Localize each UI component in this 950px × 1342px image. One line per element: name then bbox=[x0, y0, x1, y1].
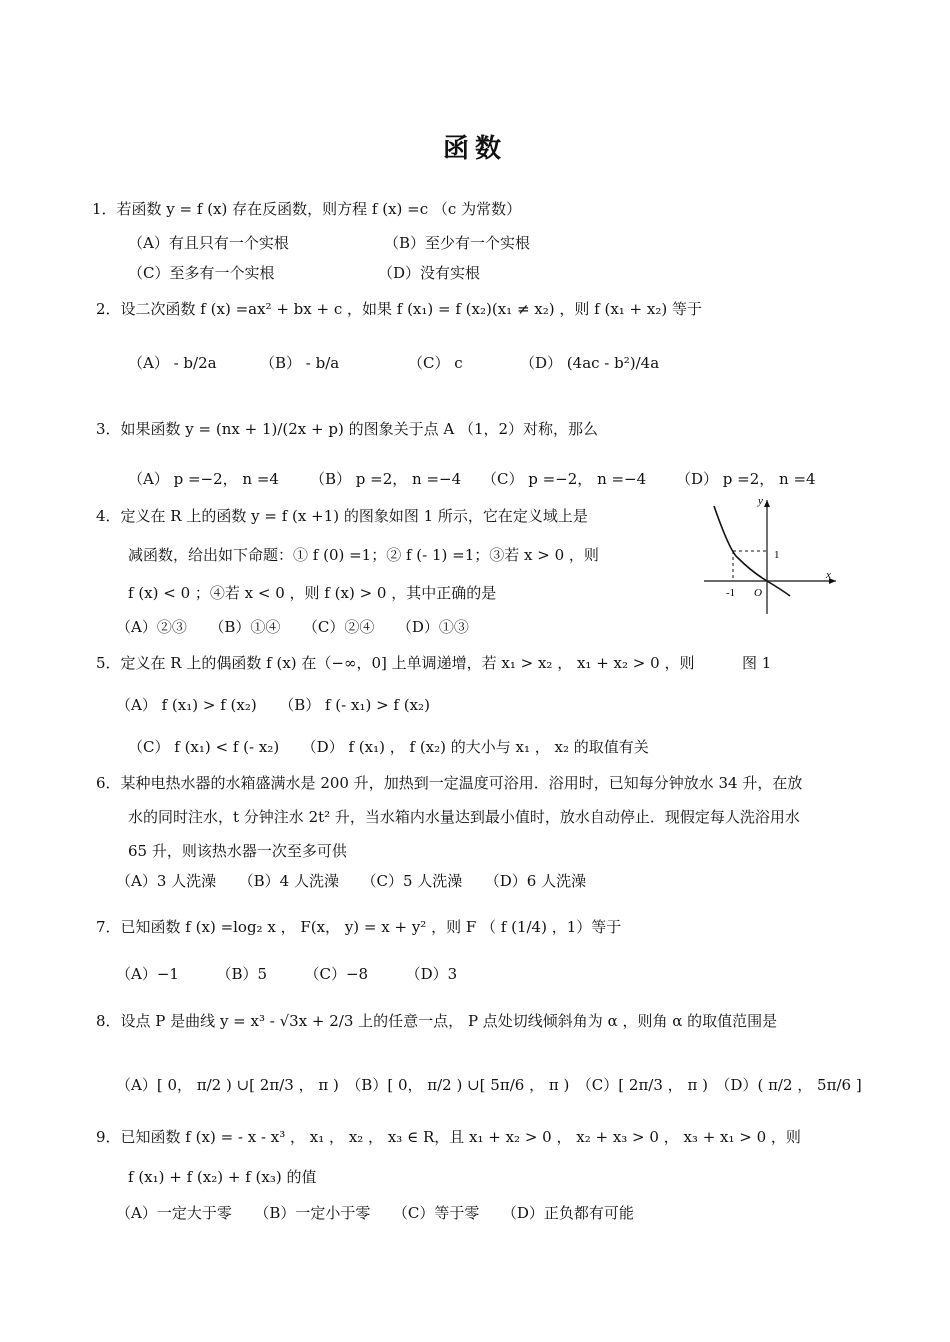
q8-options: （A）[ 0， π/2 ) ∪[ 2π/3 ， π ) （B）[ 0， π/2 ) ∪[ 5π/6 ， π ) （C）[ 2π/3 ， π ) （D）( π/2 ， 5π/6 ] bbox=[116, 1076, 862, 1094]
q2-stem: 2．设二次函数 f (x) =ax² + bx + c ，如果 f (x₁) = f (x₂)(x₁ ≠ x₂) ，则 f (x₁ + x₂) 等于 bbox=[96, 300, 702, 318]
figure-1-graph bbox=[700, 492, 840, 616]
page-title: 函数 bbox=[442, 134, 507, 164]
q5-options-ab: （A） f (x₁) > f (x₂) （B） f (- x₁) > f (x₂) bbox=[116, 696, 430, 714]
q7-options: （A）−1 （B）5 （C）−8 （D）3 bbox=[116, 965, 458, 983]
q1-option-d: （D）没有实根 bbox=[378, 264, 481, 282]
q3-option-a: （A） p =−2， n =4 bbox=[128, 470, 279, 488]
figure-y-label: y bbox=[758, 495, 763, 507]
q6-options: （A）3 人洗澡 （B）4 人洗澡 （C）5 人洗澡 （D）6 人洗澡 bbox=[116, 872, 587, 890]
q4-stem: 4．定义在 R 上的函数 y = f (x +1) 的图象如图 1 所示，它在定义域上是 bbox=[96, 507, 588, 525]
figure-origin-label: O bbox=[754, 587, 762, 599]
q6-stem-2: 水的同时注水，t 分钟注水 2t² 升，当水箱内水量达到最小值时，放水自动停止．现假定每人洗浴用水 bbox=[128, 808, 800, 826]
q5-stem: 5．定义在 R 上的偶函数 f (x) 在（−∞，0] 上单调递增，若 x₁ > x₂ ， x₁ + x₂ > 0 ，则 bbox=[96, 654, 695, 672]
q9-stem: 9．已知函数 f (x) = - x - x³ ， x₁ ， x₂ ， x₃ ∈ R，且 x₁ + x₂ > 0 ， x₂ + x₃ > 0 ， x₃ + x₁ > 0 ，则 bbox=[96, 1128, 801, 1146]
q2-option-a: （A） - b/2a bbox=[128, 354, 217, 372]
q3-option-b: （B） p =2， n =−4 bbox=[310, 470, 462, 488]
q2-option-c: （C） c bbox=[408, 354, 463, 372]
q1-option-a: （A）有且只有一个实根 bbox=[128, 234, 289, 252]
q9-stem-2: f (x₁) + f (x₂) + f (x₃) 的值 bbox=[128, 1168, 317, 1186]
q1-option-b: （B）至少有一个实根 bbox=[384, 234, 531, 252]
q3-stem: 3．如果函数 y = (nx + 1)/(2x + p) 的图象关于点 A （1，2）对称，那么 bbox=[96, 420, 599, 438]
q1-stem: 1．若函数 y = f (x) 存在反函数，则方程 f (x) =c （c 为常数） bbox=[92, 200, 522, 218]
q3-option-c: （C） p =−2， n =−4 bbox=[482, 470, 647, 488]
q4-options: （A）②③ （B）①④ （C）②④ （D）①③ bbox=[116, 618, 469, 636]
q2-option-d: （D） (4ac - b²)/4a bbox=[520, 354, 660, 372]
q9-options: （A）一定大于零 （B）一定小于零 （C）等于零 （D）正负都有可能 bbox=[116, 1204, 634, 1222]
q1-option-c: （C）至多有一个实根 bbox=[128, 264, 275, 282]
q4-stem-3: f (x) < 0 ；④若 x < 0 ，则 f (x) > 0 ，其中正确的是 bbox=[128, 584, 497, 602]
figure-minus-one-label: -1 bbox=[726, 587, 736, 599]
q5-options-cd: （C） f (x₁) < f (- x₂) （D） f (x₁) ， f (x₂) 的大小与 x₁ ， x₂ 的取值有关 bbox=[128, 738, 649, 756]
figure-caption: 图 1 bbox=[742, 654, 772, 672]
q8-stem: 8．设点 P 是曲线 y = x³ - √3x + 2/3 上的任意一点， P 点处切线倾斜角为 α ，则角 α 的取值范围是 bbox=[96, 1012, 778, 1030]
q7-stem: 7．已知函数 f (x) =log₂ x ， F(x， y) = x + y² ，则 F （ f (1/4) ，1）等于 bbox=[96, 918, 622, 936]
q6-stem: 6．某种电热水器的水箱盛满水是 200 升，加热到一定温度可浴用．浴用时，已知每分钟放水 34 升，在放 bbox=[96, 774, 803, 792]
q3-option-d: （D） p =2， n =4 bbox=[676, 470, 816, 488]
figure-one-label: 1 bbox=[774, 549, 780, 561]
q2-option-b: （B） - b/a bbox=[260, 354, 340, 372]
q4-stem-2: 减函数，给出如下命题：① f (0) =1；② f (- 1) =1；③若 x > 0 ，则 bbox=[128, 546, 599, 564]
q6-stem-3: 65 升，则该热水器一次至多可供 bbox=[128, 842, 347, 860]
figure-x-label: x bbox=[826, 569, 831, 581]
